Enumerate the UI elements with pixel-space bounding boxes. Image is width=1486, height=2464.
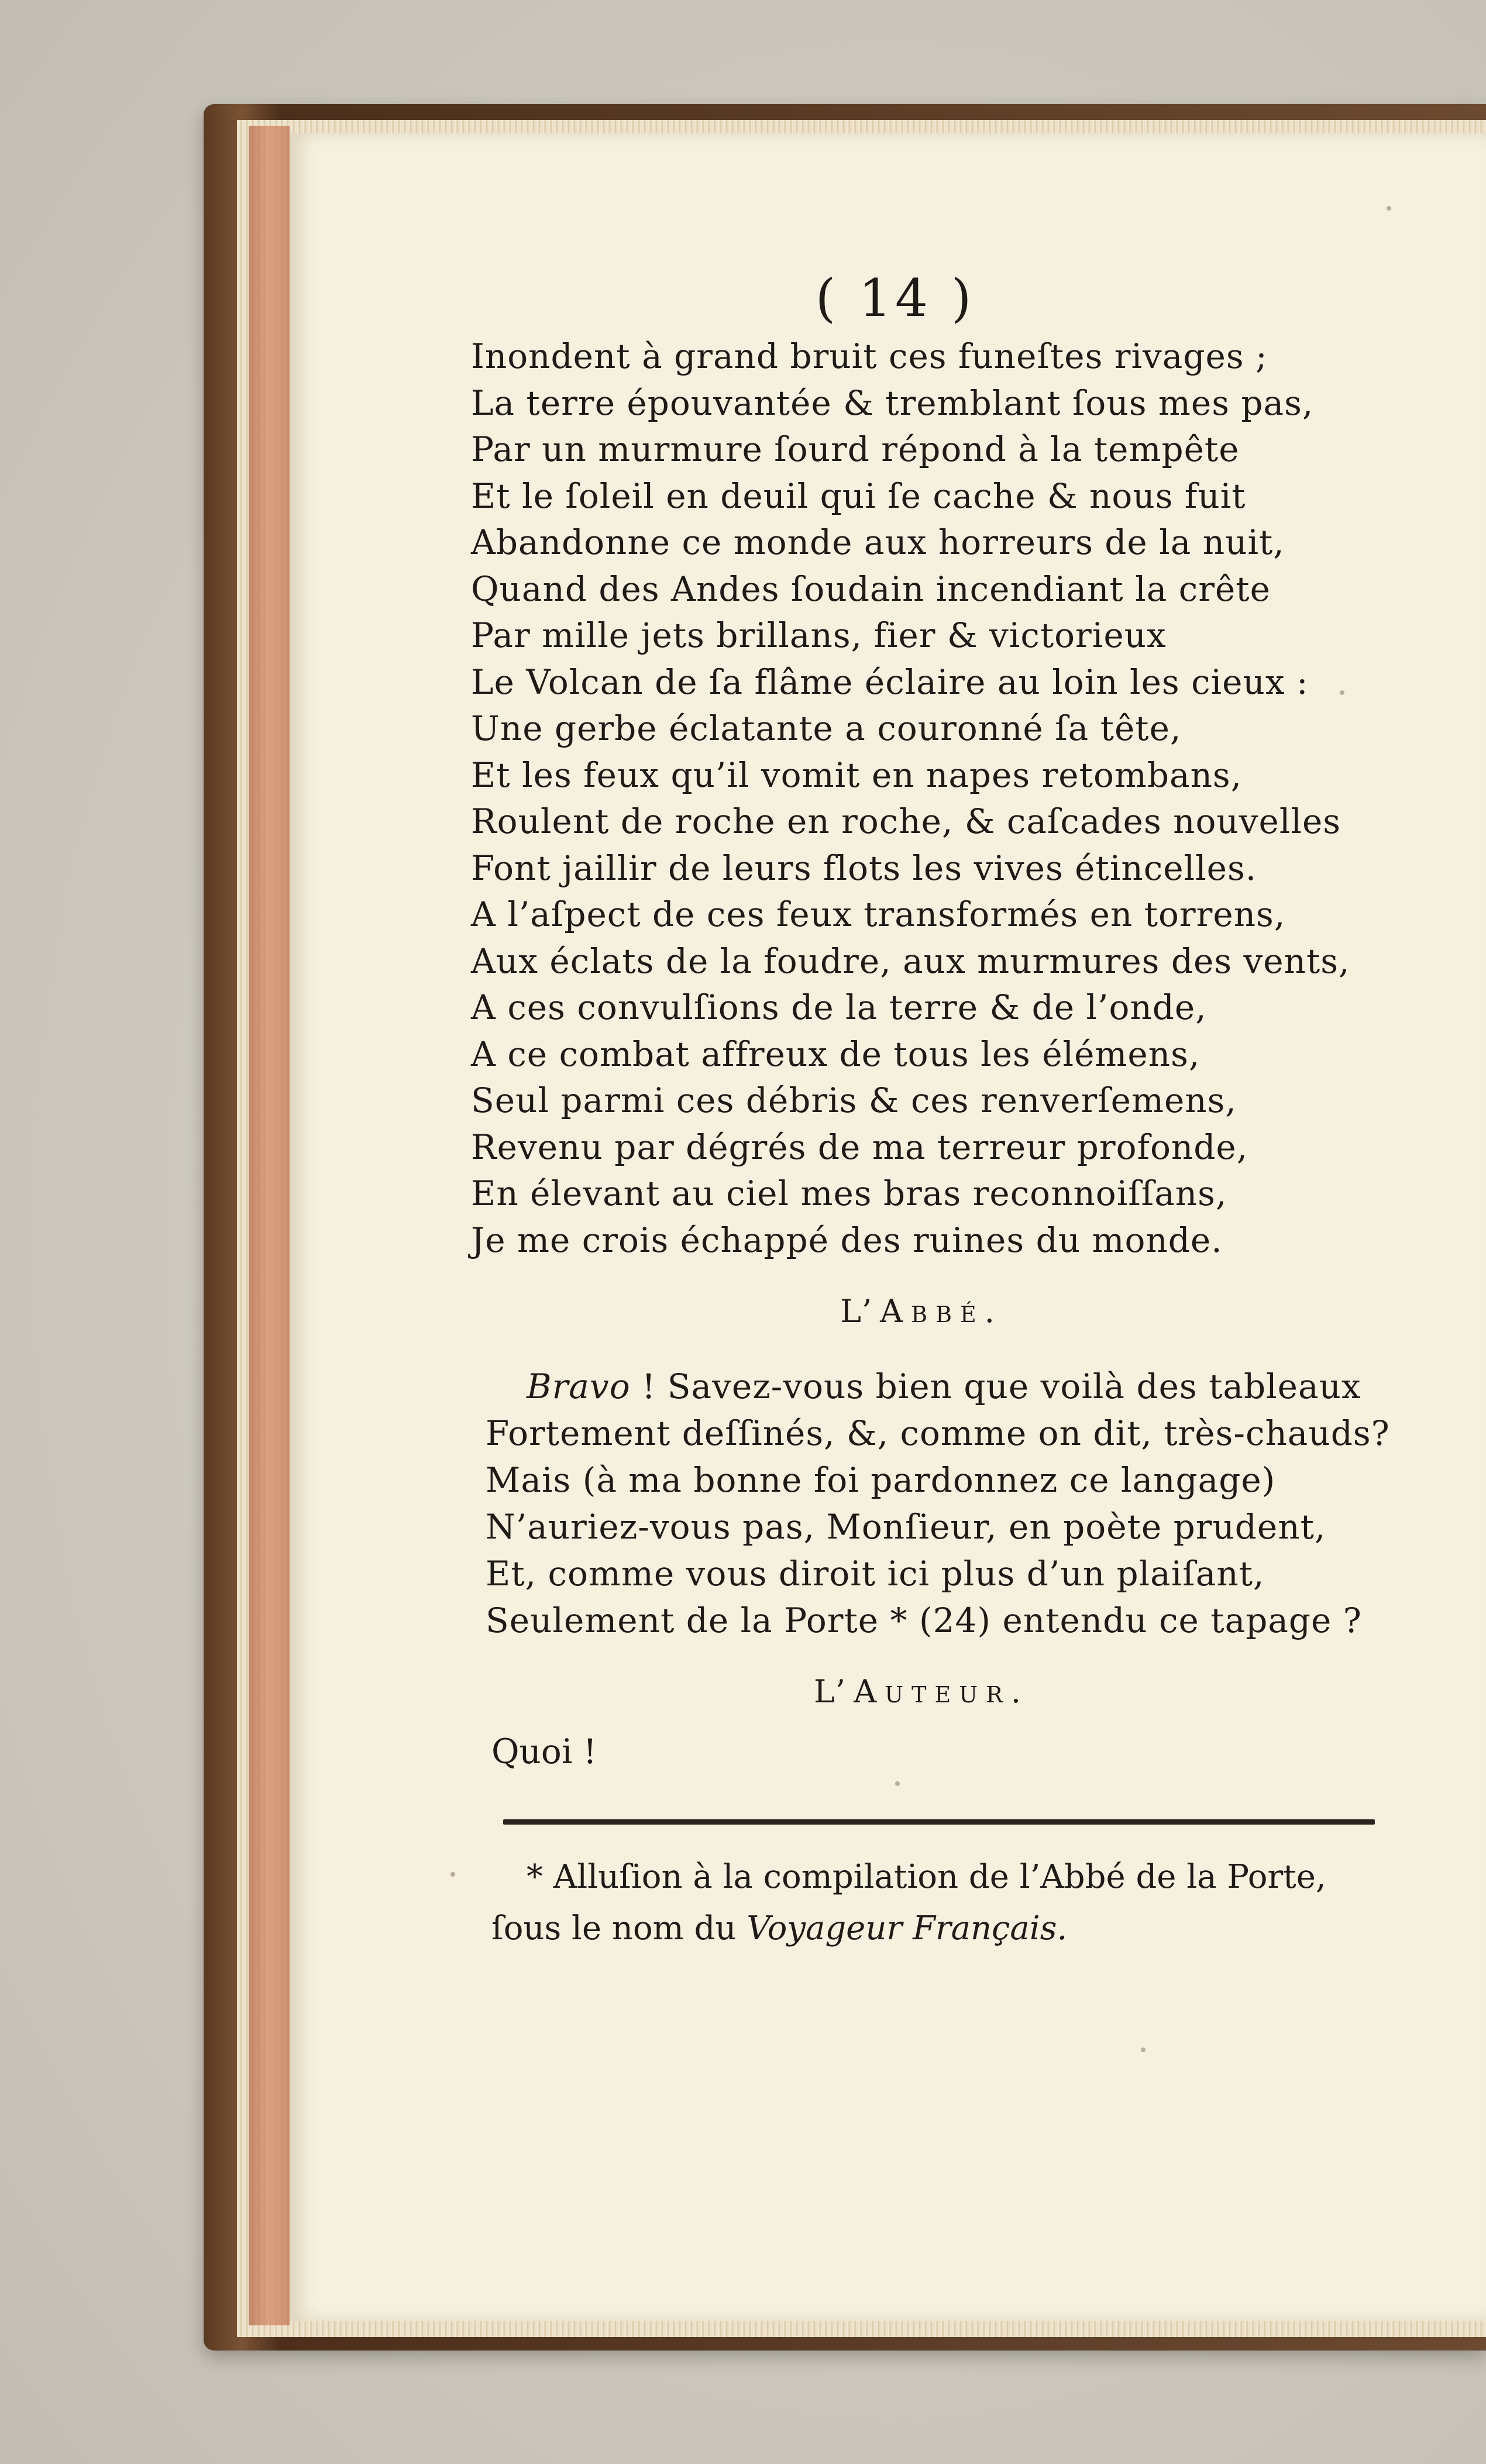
verse-line: Font jaillir de leurs flots les vives étincelles.	[471, 848, 1257, 888]
verse-line: Inondent à grand bruit ces funeſtes rivages ;	[471, 336, 1268, 376]
verse-line: Et les feux qu’il vomit en napes retombans,	[471, 755, 1243, 795]
verse-line: A l’aſpect de ces feux transformés en torrens,	[471, 894, 1286, 934]
verse-block	[471, 333, 1372, 1264]
verse-line: Par mille jets brillans, fier & victorieux	[471, 615, 1167, 655]
reply-text: Quoi !	[491, 1732, 597, 1771]
red-page-edge	[249, 126, 290, 2325]
speaker-heading-abbe: L’Abbé.	[840, 1293, 1003, 1330]
verse-line: Quand des Andes ſoudain incendiant la crête	[471, 569, 1271, 609]
verse-line: Seul parmi ces débris & ces renverſemens,	[471, 1080, 1237, 1120]
verse-line: Et le ſoleil en deuil qui ſe cache & nous fuit	[471, 476, 1246, 516]
verse-line: Par un murmure ſourd répond à la tempête	[471, 429, 1240, 469]
verse-line: Roulent de roche en roche, & caſcades nouvelles	[471, 801, 1341, 841]
dialogue-line: Et, comme vous diroit ici plus d’un plaiſant,	[486, 1554, 1265, 1594]
verse-line: La terre épouvantée & tremblant ſous mes pas,	[471, 383, 1314, 423]
dialogue-line: Seulement de la Porte * (24) entendu ce tapage ?	[486, 1601, 1362, 1640]
dialogue-line	[486, 1363, 1375, 1410]
footnote-line: * Alluſion à la compilation de l’Abbé de la Porte,	[527, 1858, 1326, 1896]
dialogue-line: N’auriez-vous pas, Monſieur, en poète prudent,	[486, 1507, 1326, 1547]
footnote	[491, 1852, 1381, 1954]
dialogue-line: Mais (à ma bonne foi pardonnez ce langage)	[486, 1460, 1276, 1500]
verse-line: Le Volcan de ſa flâme éclaire au loin les cieux :	[471, 662, 1309, 702]
dialogue-first-word: Bravo	[527, 1367, 631, 1406]
verse-line: Aux éclats de la foudre, aux murmures des vents,	[471, 941, 1350, 981]
dialogue-line: Fortement deſſinés, &, comme on dit, très-chauds?	[486, 1413, 1390, 1453]
paper-speck	[895, 1781, 900, 1786]
page-number: ( 14 )	[815, 268, 975, 328]
paper-speck	[1141, 2047, 1146, 2052]
footnote-line	[491, 1903, 1381, 1954]
verse-line: En élevant au ciel mes bras reconnoiſſans,	[471, 1174, 1227, 1213]
verse-line: Abandonne ce monde aux horreurs de la nuit,	[471, 522, 1285, 562]
speaker-heading-auteur: L’Auteur.	[814, 1673, 1029, 1710]
verse-line: Je me crois échappé des ruines du monde.	[471, 1220, 1223, 1260]
dialogue-first-rest: ! Savez-vous bien que voilà des tableaux	[630, 1367, 1361, 1406]
footnote-title: Voyageur Français.	[747, 1909, 1068, 1947]
paper-speck	[450, 1872, 455, 1877]
verse-line: Une gerbe éclatante a couronné ſa tête,	[471, 708, 1182, 748]
paper-speck	[1387, 206, 1391, 211]
verse-line: A ces convulſions de la terre & de l’onde,	[471, 987, 1207, 1027]
footnote-rule	[503, 1819, 1375, 1825]
verse-line: Revenu par dégrés de ma terreur profonde,	[471, 1127, 1248, 1167]
dialogue-block	[486, 1363, 1390, 1644]
verse-line: A ce combat affreux de tous les élémens,	[471, 1034, 1201, 1074]
footnote-prefix: ſous le nom du	[491, 1909, 747, 1947]
